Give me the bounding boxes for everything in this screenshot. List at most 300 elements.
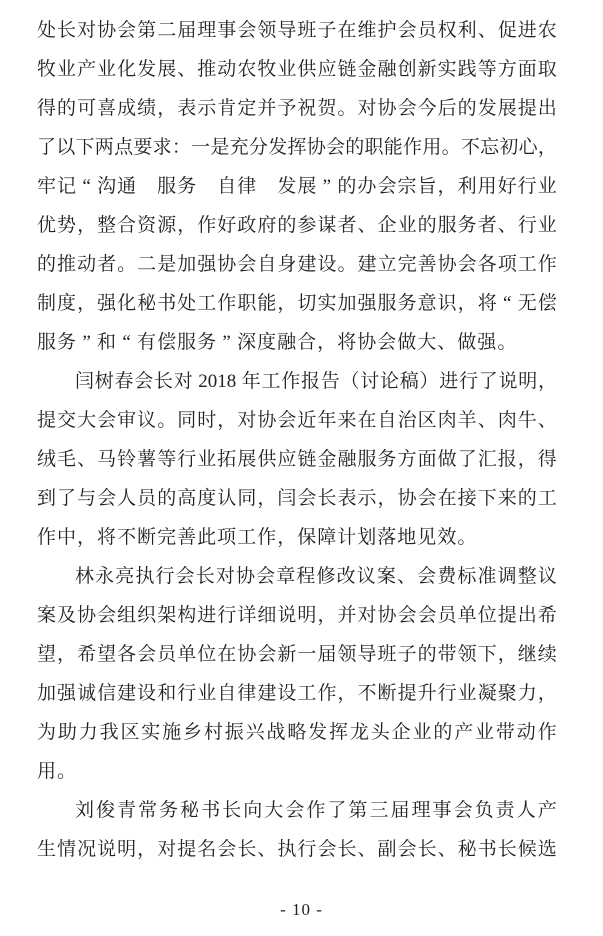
text-run: 实 — [437, 59, 457, 80]
text-run: 牢 — [37, 176, 57, 197]
text-run: 会 — [297, 488, 317, 509]
text-line — [37, 89, 557, 128]
text-run: 会 — [175, 566, 195, 587]
text-run: 牧 — [257, 59, 277, 80]
text-run: 明 — [297, 605, 317, 626]
text-run: 自 — [377, 410, 397, 431]
text-run: 闫 — [75, 371, 95, 392]
text-run: 偿 — [157, 332, 177, 353]
text-run: 产 — [537, 800, 557, 821]
text-run: 希 — [77, 644, 97, 665]
text-run: 三 — [369, 800, 389, 821]
text-run: 肉 — [437, 410, 457, 431]
text-run: 供 — [257, 449, 277, 470]
text-run: 略 — [287, 722, 307, 743]
text-run: 构 — [177, 605, 197, 626]
text-run: 与 — [77, 488, 97, 509]
text-run: 充 — [229, 137, 249, 158]
text-run: 业 — [457, 683, 477, 704]
text-run: 长 — [337, 839, 357, 860]
text-run: 选 — [537, 839, 557, 860]
text-run: 高 — [177, 488, 197, 509]
text-run: 接 — [457, 488, 477, 509]
text-run: 对 — [215, 566, 235, 587]
text-run: 处 — [177, 293, 197, 314]
text-run: 业 — [412, 722, 432, 743]
text-run: 点 — [114, 137, 134, 158]
text-run: 并 — [337, 605, 357, 626]
text-run: 将 — [477, 293, 497, 314]
text-run: 大 — [264, 800, 284, 821]
text-run: 等 — [157, 449, 177, 470]
text-run: 会 — [397, 20, 417, 41]
text-run: ， — [277, 293, 297, 314]
text-run: 服 — [357, 449, 377, 470]
text-run: 化 — [117, 293, 137, 314]
text-run: 继 — [517, 644, 537, 665]
text-run: 强 — [97, 293, 117, 314]
text-run: 见 — [417, 527, 437, 548]
text-run: 链 — [337, 59, 357, 80]
text-run: 理 — [411, 800, 431, 821]
text-run: “ — [122, 332, 131, 353]
text-run: 立 — [377, 254, 397, 275]
text-run: 者 — [97, 254, 117, 275]
text-run: 大 — [417, 332, 437, 353]
text-run: 二 — [157, 20, 177, 41]
text-run: 动 — [217, 59, 237, 80]
text-run: 律 — [237, 176, 257, 197]
page-footer — [0, 900, 603, 920]
text-run: 望 — [37, 644, 57, 665]
text-run: 强 — [357, 293, 377, 314]
text-run: 源 — [157, 215, 177, 236]
text-run: ， — [377, 488, 397, 509]
text-run: 进 — [439, 371, 459, 392]
text-run: 情 — [57, 839, 77, 860]
text-run: 力 — [517, 683, 537, 704]
text-run: 、 — [537, 410, 557, 431]
text-run: 织 — [137, 605, 157, 626]
text-run: 审 — [117, 410, 137, 431]
text-run: 有 — [137, 332, 157, 353]
text-run: 强 — [57, 683, 77, 704]
text-run: 面 — [517, 59, 537, 80]
text-run: 行 — [517, 215, 537, 236]
text-run: ） — [419, 371, 439, 392]
text-run: 来 — [337, 410, 357, 431]
text-run: 亮 — [115, 566, 135, 587]
text-run: 工 — [237, 527, 257, 548]
text-run: 业 — [197, 449, 217, 470]
text-run: 示 — [357, 488, 377, 509]
text-run: 府 — [257, 215, 277, 236]
text-run: 和 — [97, 332, 117, 353]
text-run: 工 — [261, 371, 281, 392]
text-run: 作 — [197, 215, 217, 236]
text-run: 肉 — [497, 410, 517, 431]
text-run: 度 — [57, 293, 77, 314]
text-run: 意 — [417, 293, 437, 314]
text-run: 发 — [277, 176, 297, 197]
text-line — [37, 11, 557, 50]
text-run: 程 — [296, 566, 316, 587]
text-run: 对 — [357, 605, 377, 626]
text-line — [37, 557, 557, 596]
text-run: 做 — [457, 332, 477, 353]
text-run: 推 — [197, 59, 217, 80]
text-run: 行 — [517, 176, 537, 197]
text-line — [37, 362, 557, 401]
text-run: ， — [437, 176, 457, 197]
text-run: 讨 — [360, 371, 380, 392]
text-run: 方 — [397, 449, 417, 470]
text-run: 闫 — [277, 488, 297, 509]
text-run: 谋 — [317, 215, 337, 236]
text-run: 提 — [37, 410, 57, 431]
text-run: 服 — [157, 176, 177, 197]
text-run: 了 — [57, 488, 77, 509]
text-run: 长 — [237, 839, 257, 860]
text-line — [37, 50, 557, 89]
text-run: 发 — [308, 722, 328, 743]
text-run: 长 — [57, 20, 77, 41]
text-run: 是 — [157, 254, 177, 275]
text-run: 常 — [138, 800, 158, 821]
text-line — [37, 830, 557, 869]
text-run: 维 — [357, 20, 377, 41]
text-run: 服 — [37, 332, 57, 353]
text-run: 得 — [537, 449, 557, 470]
text-run: 业 — [277, 59, 297, 80]
text-run: 执 — [277, 839, 297, 860]
text-run: 带 — [437, 644, 457, 665]
text-run: 会 — [417, 488, 437, 509]
text-run: ” — [322, 176, 332, 197]
text-run: 拓 — [217, 449, 237, 470]
text-run: 会 — [397, 98, 417, 119]
text-run: 的 — [37, 254, 57, 275]
text-run: 的 — [417, 644, 437, 665]
text-run: 协 — [97, 20, 117, 41]
text-run: 将 — [337, 332, 357, 353]
text-run: 会 — [217, 839, 237, 860]
text-run: 偿 — [537, 293, 557, 314]
text-run: 断 — [137, 527, 157, 548]
text-run: 兴 — [245, 722, 265, 743]
text-run: 在 — [437, 488, 457, 509]
text-run: 秘 — [137, 293, 157, 314]
text-run: 同 — [237, 488, 257, 509]
text-run: 保 — [297, 527, 317, 548]
text-line — [37, 518, 557, 557]
text-run: 旨 — [417, 176, 437, 197]
text-run: 效 — [437, 527, 457, 548]
text-run: 会 — [97, 605, 117, 626]
text-line — [37, 674, 557, 713]
text-run: 会 — [117, 20, 137, 41]
text-run: ， — [137, 839, 157, 860]
text-run: 发 — [477, 98, 497, 119]
text-run: 业 — [97, 59, 117, 80]
text-run: 报 — [300, 371, 320, 392]
text-run: 服 — [437, 215, 457, 236]
text-line — [37, 206, 557, 245]
text-run: 龙 — [349, 722, 369, 743]
text-run: 合 — [297, 332, 317, 353]
text-run: 用 — [477, 176, 497, 197]
text-run: 区 — [417, 410, 437, 431]
text-run: 及 — [57, 605, 77, 626]
text-run: ， — [317, 332, 337, 353]
text-run: 候 — [517, 839, 537, 860]
text-run: ， — [517, 449, 537, 470]
text-run: 挥 — [329, 722, 349, 743]
text-run: 合 — [117, 215, 137, 236]
text-run: 应 — [317, 59, 337, 80]
text-run: 一 — [297, 644, 317, 665]
text-run: 员 — [437, 605, 457, 626]
text-run: ， — [537, 371, 557, 392]
text-run: 说 — [277, 605, 297, 626]
text-run: 时 — [197, 410, 217, 431]
text-run: 位 — [477, 605, 497, 626]
text-run: 年 — [317, 410, 337, 431]
text-run: 出 — [517, 605, 537, 626]
text-run: ， — [177, 215, 197, 236]
text-run: 业 — [397, 215, 417, 236]
text-run: 长 — [497, 839, 517, 860]
text-run: 肯 — [217, 98, 237, 119]
text-run: 在 — [357, 410, 377, 431]
text-run: 届 — [177, 20, 197, 41]
text-run: 做 — [397, 332, 417, 353]
text-run: 作 — [537, 254, 557, 275]
text-run: 执 — [135, 566, 155, 587]
text-run: 。 — [497, 332, 517, 353]
text-run: 落 — [377, 527, 397, 548]
text-run: ， — [337, 683, 357, 704]
text-run: 调 — [497, 566, 517, 587]
text-run: 协 — [237, 644, 257, 665]
text-run: 用 — [37, 761, 57, 782]
text-run: 为 — [37, 722, 57, 743]
text-run: 详 — [237, 605, 257, 626]
text-run: 工 — [537, 488, 557, 509]
text-run: 的 — [57, 98, 77, 119]
text-run: 建 — [297, 254, 317, 275]
text-run: 实 — [141, 722, 161, 743]
text-run: 刘 — [75, 800, 95, 821]
text-run: 自 — [217, 176, 237, 197]
text-run: 到 — [37, 488, 57, 509]
text-run: 案 — [37, 605, 57, 626]
text-run: 秘 — [457, 839, 477, 860]
text-run: 会 — [377, 176, 397, 197]
text-run: 对 — [77, 20, 97, 41]
text-run: 了 — [457, 449, 477, 470]
text-run: 动 — [516, 722, 536, 743]
text-run: 作 — [37, 527, 57, 548]
text-run: 书 — [157, 293, 177, 314]
text-run: 地 — [397, 527, 417, 548]
text-run: 组 — [117, 605, 137, 626]
text-run: 建 — [357, 254, 377, 275]
text-run: 权 — [437, 20, 457, 41]
text-run: 治 — [397, 410, 417, 431]
text-run: 行 — [155, 566, 175, 587]
text-run: 下 — [477, 488, 497, 509]
text-run: 会 — [134, 371, 154, 392]
text-run: 。 — [457, 527, 477, 548]
text-run: 绩 — [137, 98, 157, 119]
text-run: 宗 — [397, 176, 417, 197]
text-run: 费 — [437, 566, 457, 587]
text-run: 薯 — [137, 449, 157, 470]
text-run: 员 — [137, 488, 157, 509]
text-run: 务 — [197, 332, 217, 353]
text-run: 会 — [137, 644, 157, 665]
text-run: 等 — [477, 59, 497, 80]
text-run: 单 — [457, 605, 477, 626]
text-line — [37, 635, 557, 674]
text-run: 作 — [217, 293, 237, 314]
text-run: 展 — [237, 449, 257, 470]
text-run: 业 — [537, 215, 557, 236]
text-run: 、 — [257, 839, 277, 860]
text-run: 修 — [316, 566, 336, 587]
text-run: 实 — [317, 293, 337, 314]
text-line — [37, 128, 557, 167]
text-run: 区 — [120, 722, 140, 743]
text-run: 春 — [114, 371, 134, 392]
text-run: 、 — [77, 449, 97, 470]
text-run: 计 — [337, 527, 357, 548]
text-run: 副 — [377, 839, 397, 860]
text-run: 成 — [117, 98, 137, 119]
text-run: 协 — [217, 254, 237, 275]
text-run: 完 — [157, 527, 177, 548]
text-run: 一 — [191, 137, 211, 158]
text-run: ， — [497, 644, 517, 665]
text-run: 创 — [397, 59, 417, 80]
text-run: 协 — [377, 605, 397, 626]
text-run: 示 — [197, 98, 217, 119]
text-run: 了 — [327, 800, 347, 821]
text-run: 定 — [237, 98, 257, 119]
text-run: 续 — [537, 644, 557, 665]
text-run: 促 — [497, 20, 517, 41]
text-run: 单 — [177, 644, 197, 665]
text-run: 人 — [117, 488, 137, 509]
text-run: 报 — [497, 449, 517, 470]
text-run: ， — [157, 98, 177, 119]
text-run: 展 — [497, 98, 517, 119]
text-run: 凝 — [477, 683, 497, 704]
text-run: 人 — [516, 800, 536, 821]
text-run: 并 — [257, 98, 277, 119]
text-run: 告 — [320, 371, 340, 392]
text-run: 加 — [337, 293, 357, 314]
text-run: 子 — [397, 644, 417, 665]
text-run: 施 — [162, 722, 182, 743]
text-run: 头 — [370, 722, 390, 743]
text-run: 挥 — [287, 137, 307, 158]
text-run: 领 — [257, 20, 277, 41]
text-run: 下 — [75, 137, 95, 158]
text-run: 生 — [37, 839, 57, 860]
text-run: 各 — [477, 254, 497, 275]
text-run: 、 — [357, 215, 377, 236]
text-run: 第 — [137, 20, 157, 41]
text-run: 农 — [237, 59, 257, 80]
text-run: 协 — [306, 137, 326, 158]
text-run: 表 — [177, 98, 197, 119]
text-run: 论 — [379, 371, 399, 392]
text-run: 链 — [297, 449, 317, 470]
text-run: 业 — [537, 176, 557, 197]
text-run: 进 — [517, 20, 537, 41]
text-run: 整 — [97, 215, 117, 236]
text-run: 了 — [37, 137, 57, 158]
text-run: 子 — [317, 20, 337, 41]
text-run: 。 — [337, 98, 357, 119]
text-run: 化 — [117, 59, 137, 80]
text-run: 办 — [357, 176, 377, 197]
text-run: 识 — [437, 293, 457, 314]
text-run: 行 — [217, 605, 237, 626]
text-run: 向 — [243, 800, 263, 821]
text-run: 贺 — [317, 98, 337, 119]
text-run: 融 — [337, 449, 357, 470]
text-run: 求 — [152, 137, 172, 158]
text-run: 表 — [337, 488, 357, 509]
text-run: 二 — [137, 254, 157, 275]
text-run: 会 — [397, 839, 417, 860]
text-run: 好 — [497, 176, 517, 197]
text-run: 务 — [377, 449, 397, 470]
text-run: 会 — [285, 800, 305, 821]
text-run: 项 — [217, 527, 237, 548]
text-line — [37, 323, 557, 362]
text-run: 。 — [117, 254, 137, 275]
text-run: 完 — [397, 254, 417, 275]
text-run: 用 — [422, 137, 442, 158]
text-run: 的 — [433, 722, 453, 743]
text-run: 会 — [97, 410, 117, 431]
text-run: 会 — [237, 254, 257, 275]
text-run: 两 — [94, 137, 114, 158]
text-run: 牧 — [37, 59, 57, 80]
text-run: 不 — [357, 683, 377, 704]
text-run: 利 — [457, 20, 477, 41]
text-run: 度 — [257, 332, 277, 353]
text-run: 务 — [57, 332, 77, 353]
text-run: 深 — [237, 332, 257, 353]
text-run: 长 — [195, 566, 215, 587]
text-run: 导 — [277, 20, 297, 41]
text-run: 工 — [517, 254, 537, 275]
text-run: 在 — [337, 20, 357, 41]
text-run: ， — [57, 644, 77, 665]
text-run: 以 — [56, 137, 76, 158]
text-run: 身 — [277, 254, 297, 275]
text-run: 树 — [94, 371, 114, 392]
text-run: 展 — [157, 59, 177, 80]
text-run: 分 — [248, 137, 268, 158]
text-run: 推 — [57, 254, 77, 275]
text-run: 得 — [37, 98, 57, 119]
